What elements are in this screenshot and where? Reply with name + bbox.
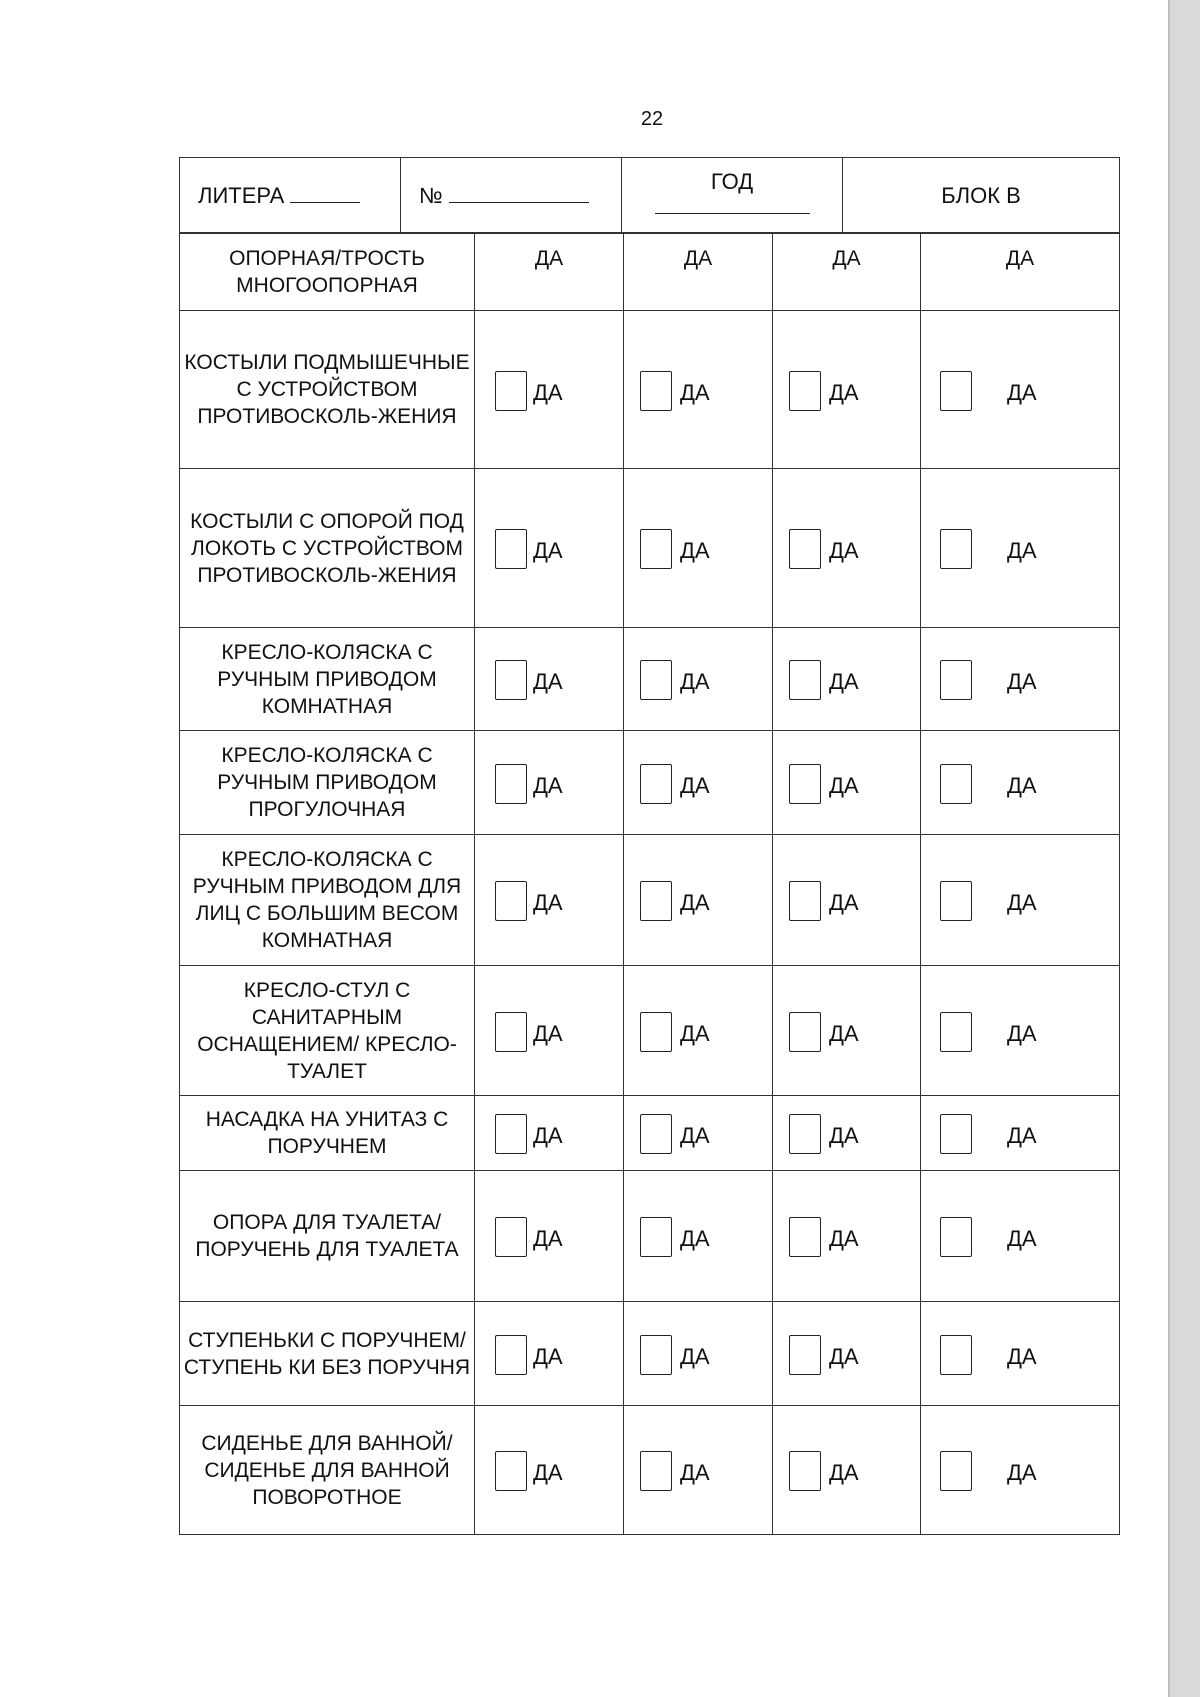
checkbox[interactable] [789,764,821,804]
yes-cell: ДА [773,233,921,311]
option-label: ДА [680,538,710,563]
checkbox[interactable] [640,881,672,921]
checkbox[interactable] [940,371,972,411]
yes-cell: ДА [921,233,1120,311]
option-label: ДА [829,772,859,798]
option-label: ДА [533,379,563,405]
table-row [180,469,1120,628]
litera-label: ЛИТЕРА [198,182,285,208]
option-label: ДА [1007,1343,1037,1369]
checkbox[interactable] [789,1335,821,1375]
option-label: ДА [680,772,710,798]
checkbox[interactable] [640,660,672,700]
option-cell [475,628,624,731]
option-label: ДА [680,1226,710,1251]
checkbox[interactable] [495,1217,527,1257]
checkbox[interactable] [940,1217,972,1257]
option-label: ДА [829,890,859,915]
option-label: ДА [1007,1020,1037,1046]
year-label: ГОД [710,169,754,194]
option-cell [475,1096,624,1171]
row-label: КОСТЫЛИ ПОДМЫШЕЧНЫЕ С УСТРОЙСТВОМ ПРОТИВОСКОЛЬ-ЖЕНИЯ [180,311,475,469]
row-label: КРЕСЛО-КОЛЯСКА С РУЧНЫМ ПРИВОДОМ ПРОГУЛОЧНАЯ [180,731,475,835]
litera-field[interactable] [290,184,360,203]
option-cell [921,1171,1120,1302]
option-label: ДА [829,1226,859,1251]
row-label: ОПОРА ДЛЯ ТУАЛЕТА/ПОРУЧЕНЬ ДЛЯ ТУАЛЕТА [180,1171,475,1302]
option-label: ДА [533,1226,563,1251]
option-cell [624,469,773,628]
checkbox[interactable] [495,1114,527,1154]
option-cell [475,835,624,966]
checkbox[interactable] [940,881,972,921]
number-label: № [419,182,443,208]
option-label: ДА [1007,538,1037,563]
option-label: ДА [829,1343,859,1369]
checkbox[interactable] [940,529,972,569]
option-cell [475,731,624,835]
option-label: ДА [533,538,563,563]
option-cell [624,1096,773,1171]
checkbox[interactable] [940,1335,972,1375]
option-cell [773,1096,921,1171]
option-label: ДА [533,1123,563,1148]
table-row [180,966,1120,1096]
option-label: ДА [680,669,710,694]
option-cell [773,966,921,1096]
checkbox[interactable] [495,1335,527,1375]
row-label: КРЕСЛО-КОЛЯСКА С РУЧНЫМ ПРИВОДОМ КОМНАТНАЯ [180,628,475,731]
number-cell [401,158,622,234]
option-label: ДА [680,1343,710,1369]
option-cell [624,835,773,966]
table-row [180,1302,1120,1406]
checkbox[interactable] [789,1012,821,1052]
option-label: ДА [533,772,563,798]
option-cell [921,311,1120,469]
option-cell [921,966,1120,1096]
table-row [180,1406,1120,1535]
year-cell [622,158,843,234]
option-label: ДА [680,890,710,915]
checkbox[interactable] [789,1451,821,1491]
option-cell [773,1302,921,1406]
option-label: ДА [829,1020,859,1046]
option-cell [624,311,773,469]
checkbox[interactable] [640,1335,672,1375]
litera-cell [180,158,401,234]
checkbox[interactable] [940,1012,972,1052]
option-cell [773,469,921,628]
option-cell [921,628,1120,731]
option-label: ДА [829,538,859,563]
page-edge-shadow [1170,0,1200,1697]
option-label: ДА [1007,772,1037,798]
checkbox[interactable] [789,371,821,411]
option-cell [921,1406,1120,1535]
option-label: ДА [533,1020,563,1046]
checkbox[interactable] [940,660,972,700]
option-label: ДА [829,379,859,405]
checkbox[interactable] [495,764,527,804]
option-cell [773,1171,921,1302]
option-label: ДА [533,890,563,915]
checkbox[interactable] [640,1012,672,1052]
option-cell [921,469,1120,628]
row-label: НАСАДКА НА УНИТАЗ С ПОРУЧНЕМ [180,1096,475,1171]
page-number: 22 [640,108,664,130]
option-label: ДА [829,1123,859,1148]
checkbox[interactable] [789,1114,821,1154]
option-cell [475,1171,624,1302]
option-cell [773,835,921,966]
option-cell [624,1171,773,1302]
option-label: ДА [1007,1226,1037,1251]
option-label: ДА [533,1343,563,1369]
option-cell [773,731,921,835]
option-cell [475,311,624,469]
option-cell [624,1302,773,1406]
option-label: ДА [680,379,710,405]
row-label: ОПОРНАЯ/ТРОСТЬ МНОГООПОРНАЯ [180,233,475,311]
option-label: ДА [680,1123,710,1148]
option-cell [773,1406,921,1535]
option-cell [624,731,773,835]
checkbox[interactable] [495,660,527,700]
checkbox[interactable] [495,1451,527,1491]
checkbox[interactable] [789,881,821,921]
option-label: ДА [680,1020,710,1046]
yes-cell: ДА [475,233,624,311]
year-field[interactable] [655,213,810,214]
number-field[interactable] [449,184,589,203]
checkbox[interactable] [640,1217,672,1257]
table-row [180,731,1120,835]
table-row [180,628,1120,731]
option-cell [475,1302,624,1406]
table-row [180,1096,1120,1171]
checkbox[interactable] [495,1012,527,1052]
row-label: КРЕСЛО-КОЛЯСКА С РУЧНЫМ ПРИВОДОМ ДЛЯ ЛИЦ С БОЛЬШИМ ВЕСОМ КОМНАТНАЯ [180,835,475,966]
checkbox[interactable] [640,1114,672,1154]
row-label: КОСТЫЛИ С ОПОРОЙ ПОД ЛОКОТЬ С УСТРОЙСТВОМ ПРОТИВОСКОЛЬ-ЖЕНИЯ [180,469,475,628]
option-label: ДА [1007,379,1037,405]
table-row [180,311,1120,469]
checkbox[interactable] [495,529,527,569]
checkbox[interactable] [789,529,821,569]
option-cell [475,1406,624,1535]
option-cell [773,311,921,469]
yes-cell: ДА [624,233,773,311]
option-label: ДА [680,1460,710,1485]
option-label: ДА [829,669,859,694]
row-label: СТУПЕНЬКИ С ПОРУЧНЕМ/СТУПЕНЬ КИ БЕЗ ПОРУЧНЯ [180,1302,475,1406]
option-cell [921,1096,1120,1171]
option-cell [475,469,624,628]
option-label: ДА [829,1460,859,1485]
table-row [180,233,1120,311]
equipment-table [179,232,1120,1535]
option-cell [624,628,773,731]
option-label: ДА [1007,890,1037,915]
option-cell [921,731,1120,835]
checkbox[interactable] [640,1451,672,1491]
option-label: ДА [533,1460,563,1485]
option-cell [624,966,773,1096]
option-cell [921,1302,1120,1406]
checkbox[interactable] [789,1217,821,1257]
checkbox[interactable] [940,764,972,804]
checkbox[interactable] [940,1451,972,1491]
header-table [179,157,1120,234]
option-label: ДА [1007,669,1037,694]
option-cell [921,835,1120,966]
option-label: ДА [1007,1460,1037,1485]
checkbox[interactable] [789,660,821,700]
checkbox[interactable] [640,529,672,569]
checkbox[interactable] [495,371,527,411]
block-label: БЛОК В [941,182,1021,208]
option-label: ДА [1007,1123,1037,1148]
option-cell [773,628,921,731]
block-cell [843,158,1120,234]
checkbox[interactable] [495,881,527,921]
table-row [180,1171,1120,1302]
option-cell [475,966,624,1096]
checkbox[interactable] [640,764,672,804]
checkbox[interactable] [640,371,672,411]
option-cell [624,1406,773,1535]
row-label: СИДЕНЬЕ ДЛЯ ВАННОЙ/СИДЕНЬЕ ДЛЯ ВАННОЙ ПОВОРОТНОЕ [180,1406,475,1535]
checkbox[interactable] [940,1114,972,1154]
table-row [180,835,1120,966]
option-label: ДА [533,669,563,694]
row-label: КРЕСЛО-СТУЛ С САНИТАРНЫМ ОСНАЩЕНИЕМ/ КРЕСЛО-ТУАЛЕТ [180,966,475,1096]
